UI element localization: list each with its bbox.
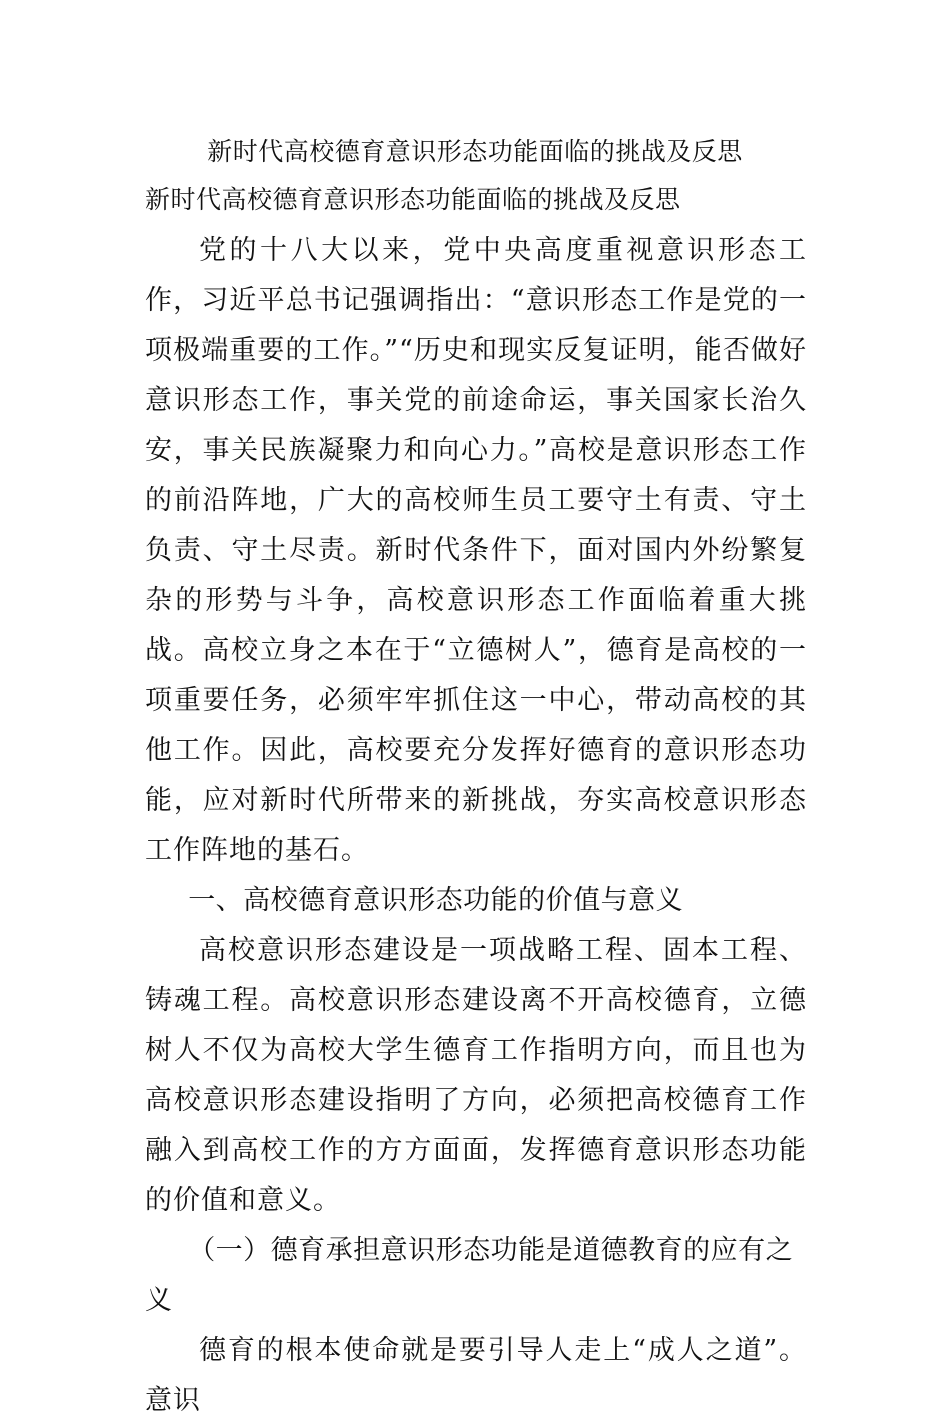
paragraph-section-1: 高校意识形态建设是一项战略工程、固本工程、铸魂工程。高校意识形态建设离不开高校德育，立德树人不仅为高校大学生德育工作指明方向，而且也为高校意识形态建设指明了方向，必须把高校德育工作融入到高校工作的方方面面，发挥德育意识形态功能的价值和意义。 (145, 935, 807, 1216)
document-body (145, 226, 807, 1426)
paragraph-subsection-1: 德育的根本使命就是要引导人走上“成人之道”。意识 (145, 1335, 807, 1416)
paragraph-intro: 党的十八大以来，党中央高度重视意识形态工作，习近平总书记强调指出：“意识形态工作是党的一项极端重要的工作。”“历史和现实反复证明，能否做好意识形态工作，事关党的前途命运，事关国家长治久安，事关民族凝聚力和向心力。”高校是意识形态工作的前沿阵地，广大的高校师生员工要守土有责、守土负责、守土尽责。新时代条件下，面对国内外纷繁复杂的形势与斗争，高校意识形态工作面临着重大挑战。高校立身之本在于“立德树人”，德育是高校的一项重要任务，必须牢牢抓住这一中心，带动高校的其他工作。因此，高校要充分发挥好德育的意识形态功能，应对新时代所带来的新挑战，夯实高校意识形态工作阵地的基石。 (145, 235, 807, 866)
subsection-heading-1: （一）德育承担意识形态功能是道德教育的应有之义 (145, 1235, 794, 1316)
document-subtitle: 新时代高校德育意识形态功能面临的挑战及反思 (145, 185, 681, 214)
document-title: 新时代高校德育意识形态功能面临的挑战及反思 (207, 137, 743, 166)
section-heading-1: 一、高校德育意识形态功能的价值与意义 (188, 885, 684, 916)
